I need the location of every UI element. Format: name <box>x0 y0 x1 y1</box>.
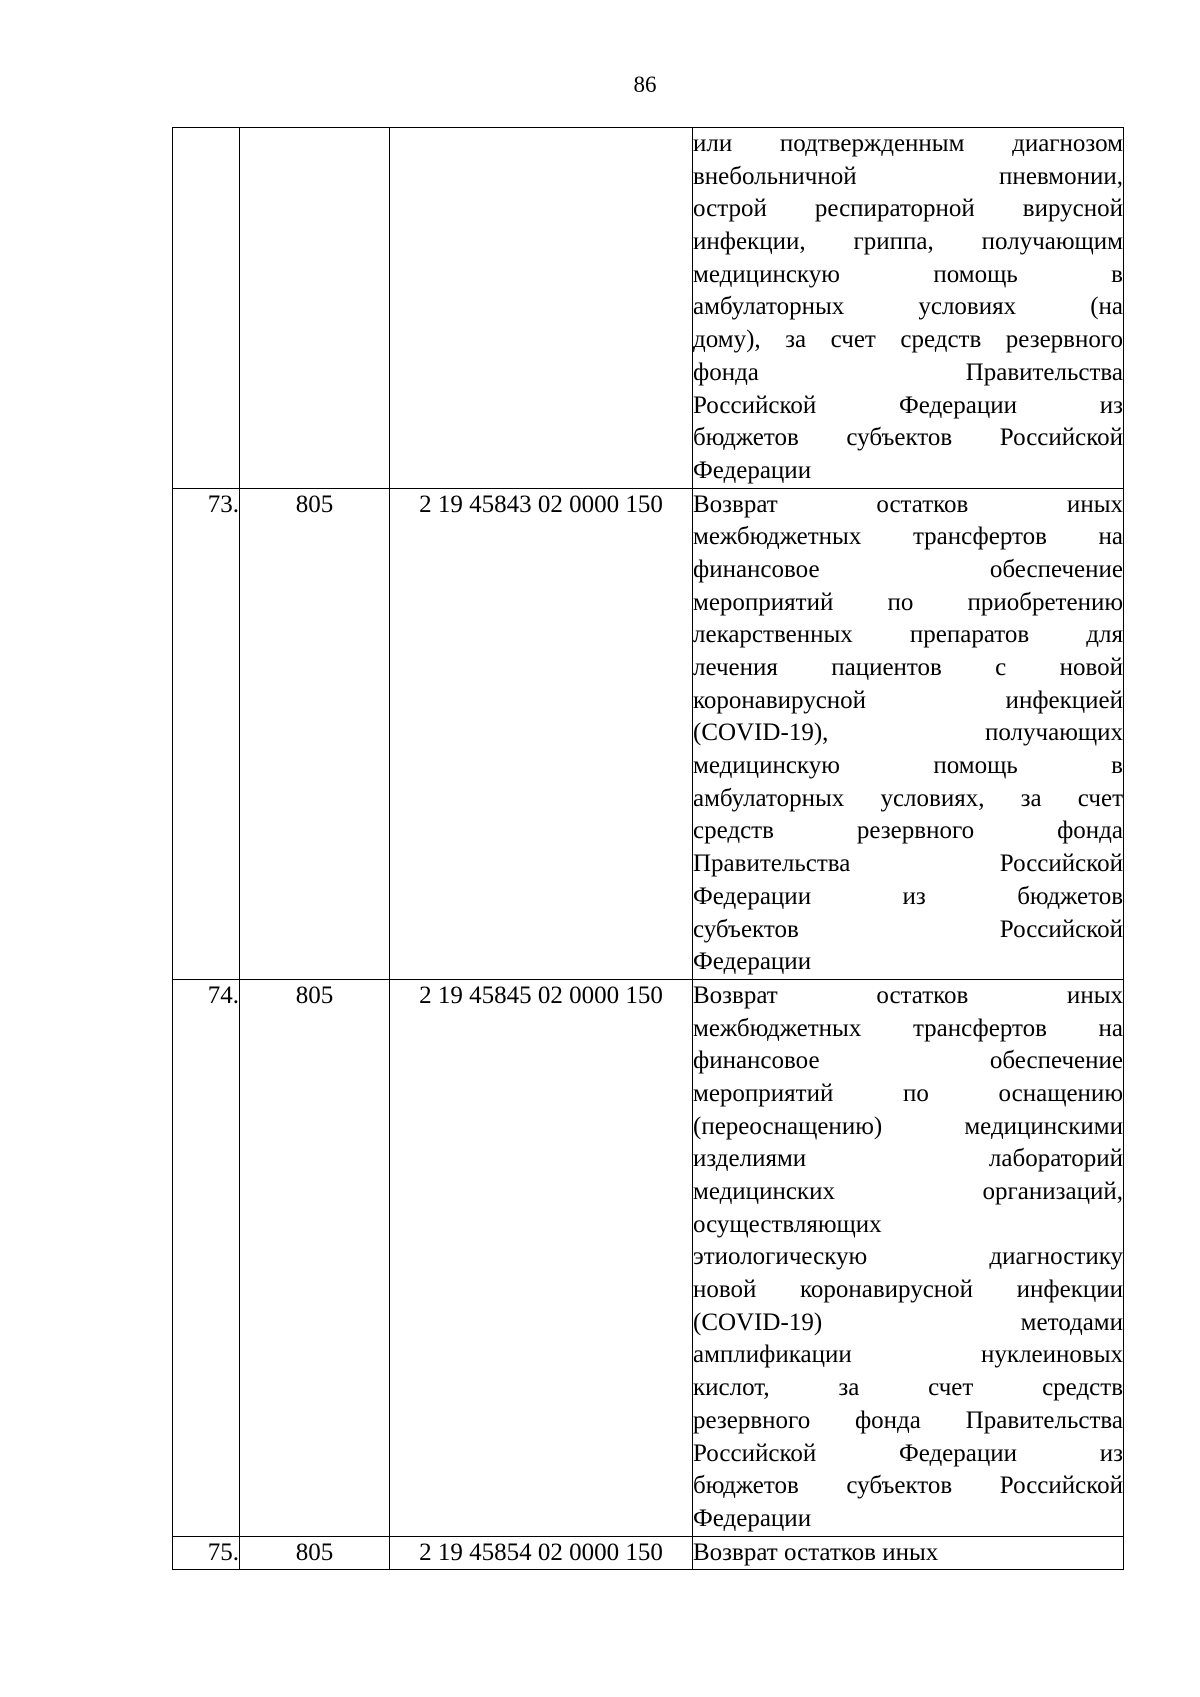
budget-classification-code: 2 19 45845 02 0000 150 <box>390 979 693 1536</box>
description-line: коронавирусной инфекцией <box>693 686 1123 714</box>
description-line: этиологическую диагностику <box>693 1243 1123 1271</box>
description-line: межбюджетных трансфертов на <box>693 1014 1123 1042</box>
description-line: медицинскую помощь в <box>693 752 1123 780</box>
description-line: Правительства Российской <box>693 850 1123 878</box>
description-line: Российской Федерации из <box>693 391 1123 419</box>
description-line: финансовое обеспечение <box>693 555 1123 583</box>
description-line: Возврат остатков иных <box>693 490 1123 518</box>
revenue-description <box>693 979 1124 1536</box>
row-number <box>173 128 240 489</box>
description-line: амбулаторных условиях (на <box>693 293 1123 321</box>
description-line: амбулаторных условиях, за счет <box>693 784 1123 812</box>
description-line: (COVID-19) методами <box>693 1308 1123 1336</box>
description-line: амплификации нуклеиновых <box>693 1341 1123 1369</box>
description-line: Российской Федерации из <box>693 1439 1123 1467</box>
description-line: осуществляющих <box>693 1210 882 1238</box>
budget-codes-table <box>172 127 1124 1570</box>
revenue-description <box>693 1536 1124 1570</box>
row-number: 74. <box>173 979 240 1536</box>
description-line: Федерации <box>693 948 812 976</box>
row-number: 75. <box>173 1536 240 1570</box>
revenue-description <box>693 128 1124 489</box>
table-row <box>173 488 1124 979</box>
description-line: бюджетов субъектов Российской <box>693 424 1123 452</box>
row-number: 73. <box>173 488 240 979</box>
description-line: Федерации <box>693 456 812 484</box>
description-line: изделиями лабораторий <box>693 1145 1123 1173</box>
admin-code: 805 <box>240 1536 390 1570</box>
budget-classification-code: 2 19 45854 02 0000 150 <box>390 1536 693 1570</box>
table-row <box>173 128 1124 489</box>
description-line: бюджетов субъектов Российской <box>693 1472 1123 1500</box>
description-line: мероприятий по приобретению <box>693 588 1123 616</box>
description-line: Федерации из бюджетов <box>693 882 1123 910</box>
description-line: субъектов Российской <box>693 915 1123 943</box>
table-row <box>173 1536 1124 1570</box>
admin-code <box>240 128 390 489</box>
description-line: дому), за счет средств резервного <box>693 326 1123 354</box>
page-number: 86 <box>633 72 657 97</box>
description-line: (COVID-19), получающих <box>693 719 1123 747</box>
admin-code: 805 <box>240 979 390 1536</box>
table-row <box>173 979 1124 1536</box>
description-line: лечения пациентов с новой <box>693 654 1123 681</box>
description-line: лекарственных препаратов для <box>693 621 1123 649</box>
description-line: средств резервного фонда <box>693 817 1123 845</box>
description-line: новой коронавирусной инфекции <box>693 1276 1123 1304</box>
description-line: медицинских организаций, <box>693 1178 1123 1205</box>
description-line: фонда Правительства <box>693 358 1123 386</box>
revenue-description <box>693 488 1124 979</box>
description-line: мероприятий по оснащению <box>693 1079 1123 1107</box>
description-line: медицинскую помощь в <box>693 260 1123 288</box>
description-line: (переоснащению) медицинскими <box>693 1112 1123 1140</box>
budget-classification-code <box>390 128 693 489</box>
description-line: межбюджетных трансфертов на <box>693 523 1123 551</box>
table-body <box>173 128 1124 1570</box>
description-line: Возврат остатков иных <box>693 1538 939 1566</box>
description-line: внебольничной пневмонии, <box>693 162 1123 190</box>
description-line: инфекции, гриппа, получающим <box>693 228 1123 256</box>
description-line: острой респираторной вирусной <box>693 195 1123 223</box>
description-line: кислот, за счет средств <box>693 1374 1123 1402</box>
description-line: Федерации <box>693 1504 812 1532</box>
description-line: финансовое обеспечение <box>693 1047 1123 1075</box>
budget-classification-code: 2 19 45843 02 0000 150 <box>390 488 693 979</box>
admin-code: 805 <box>240 488 390 979</box>
description-line: или подтвержденным диагнозом <box>693 130 1123 157</box>
description-line: резервного фонда Правительства <box>693 1406 1123 1434</box>
description-line: Возврат остатков иных <box>693 981 1123 1009</box>
